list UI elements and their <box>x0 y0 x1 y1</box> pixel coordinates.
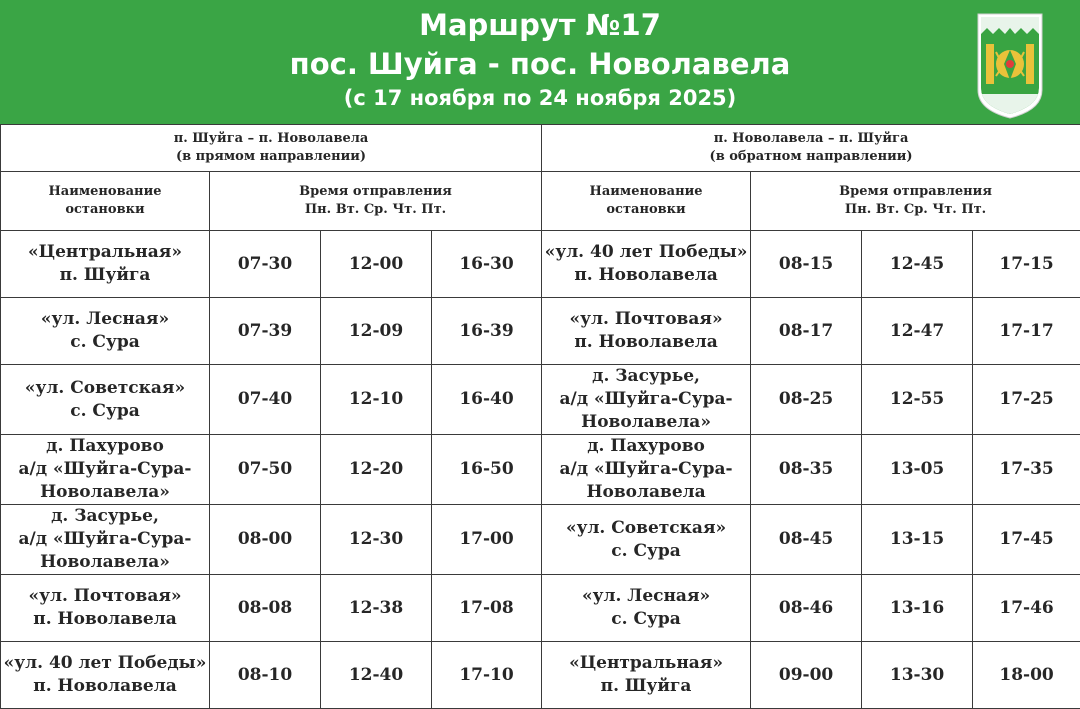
forward-departure-time: 12-00 <box>321 231 432 298</box>
backward-stop-name-line: с. Сура <box>544 540 748 563</box>
forward-departure-time: 17-10 <box>432 642 542 709</box>
forward-departure-time: 12-20 <box>321 435 432 505</box>
forward-stop-name-line: а/д «Шуйга-Сура- <box>3 528 207 551</box>
forward-time-header <box>210 172 542 231</box>
forward-departure-time: 07-30 <box>210 231 321 298</box>
backward-departure-time: 12-47 <box>862 298 973 365</box>
forward-stop-header-line-1: Наименование <box>3 183 207 201</box>
forward-time-header-line-1: Время отправления <box>212 183 539 201</box>
backward-stop-name-line: д. Пахурово <box>544 435 748 458</box>
table-row <box>1 575 1080 642</box>
forward-departure-time: 16-39 <box>432 298 542 365</box>
forward-stop-name-line: д. Засурье, <box>3 505 207 528</box>
table-row <box>1 231 1080 298</box>
backward-stop-header-line-1: Наименование <box>544 183 748 201</box>
backward-time-header <box>751 172 1080 231</box>
forward-departure-time: 16-30 <box>432 231 542 298</box>
backward-stop-name-line: «ул. Лесная» <box>544 585 748 608</box>
backward-departure-time: 09-00 <box>751 642 862 709</box>
backward-stop-cell <box>542 642 751 709</box>
forward-departure-time: 08-08 <box>210 575 321 642</box>
backward-departure-time: 17-45 <box>973 505 1080 575</box>
backward-stop-name-line: «ул. Почтовая» <box>544 308 748 331</box>
forward-stop-name-line: а/д «Шуйга-Сура- <box>3 458 207 481</box>
backward-direction-cell <box>542 125 1080 172</box>
forward-stop-cell <box>1 642 210 709</box>
backward-time-header-line-1: Время отправления <box>753 183 1078 201</box>
backward-stop-name-line: с. Сура <box>544 608 748 631</box>
direction-row <box>1 125 1080 172</box>
route-subtitle: пос. Шуйга - пос. Новолавела <box>0 47 1080 81</box>
backward-departure-time: 13-15 <box>862 505 973 575</box>
forward-stop-cell <box>1 505 210 575</box>
backward-departure-time: 12-45 <box>862 231 973 298</box>
forward-stop-cell <box>1 435 210 505</box>
forward-departure-time: 07-40 <box>210 365 321 435</box>
backward-stop-name-line: Новолавела» <box>544 411 748 434</box>
backward-departure-time: 17-15 <box>973 231 1080 298</box>
backward-departure-time: 08-15 <box>751 231 862 298</box>
backward-stop-header <box>542 172 751 231</box>
backward-stop-name-line: «Центральная» <box>544 652 748 675</box>
backward-stop-name-line: п. Новолавела <box>544 264 748 287</box>
forward-stop-name-line: Новолавела» <box>3 551 207 574</box>
forward-stop-name-line: «ул. 40 лет Победы» <box>3 652 207 675</box>
backward-stop-cell <box>542 575 751 642</box>
forward-departure-time: 07-50 <box>210 435 321 505</box>
forward-stop-name-line: с. Сура <box>3 400 207 423</box>
backward-stop-header-line-2: остановки <box>544 201 748 219</box>
schedule-table <box>0 124 1080 709</box>
backward-departure-time: 12-55 <box>862 365 973 435</box>
route-dates: (с 17 ноября по 24 ноября 2025) <box>0 86 1080 110</box>
backward-departure-time: 08-35 <box>751 435 862 505</box>
forward-stop-name-line: с. Сура <box>3 331 207 354</box>
backward-departure-time: 08-45 <box>751 505 862 575</box>
route-title: Маршрут №17 <box>0 8 1080 42</box>
forward-departure-time: 12-38 <box>321 575 432 642</box>
forward-stop-name-line: «Центральная» <box>3 241 207 264</box>
forward-departure-time: 17-08 <box>432 575 542 642</box>
forward-stop-name-line: п. Новолавела <box>3 608 207 631</box>
backward-stop-cell <box>542 435 751 505</box>
forward-direction-line-2: (в прямом направлении) <box>3 148 539 166</box>
forward-direction-cell <box>1 125 542 172</box>
forward-stop-name-line: «ул. Почтовая» <box>3 585 207 608</box>
forward-stop-cell <box>1 575 210 642</box>
forward-departure-time: 12-40 <box>321 642 432 709</box>
backward-direction-line-2: (в обратном направлении) <box>544 148 1078 166</box>
table-row <box>1 435 1080 505</box>
table-row <box>1 298 1080 365</box>
backward-stop-name-line: «ул. 40 лет Победы» <box>544 241 748 264</box>
forward-departure-time: 16-50 <box>432 435 542 505</box>
backward-stop-cell <box>542 298 751 365</box>
backward-departure-time: 17-46 <box>973 575 1080 642</box>
backward-stop-cell <box>542 365 751 435</box>
forward-departure-time: 17-00 <box>432 505 542 575</box>
backward-stop-name-line: Новолавела <box>544 481 748 504</box>
forward-stop-name-line: д. Пахурово <box>3 435 207 458</box>
backward-direction-line-1: п. Новолавела – п. Шуйга <box>544 130 1078 148</box>
forward-departure-time: 16-40 <box>432 365 542 435</box>
backward-departure-time: 18-00 <box>973 642 1080 709</box>
backward-departure-time: 17-35 <box>973 435 1080 505</box>
backward-stop-name-line: п. Новолавела <box>544 331 748 354</box>
forward-departure-time: 12-09 <box>321 298 432 365</box>
backward-stop-cell <box>542 231 751 298</box>
table-row <box>1 642 1080 709</box>
backward-departure-time: 08-17 <box>751 298 862 365</box>
column-header-row <box>1 172 1080 231</box>
forward-departure-time: 12-10 <box>321 365 432 435</box>
forward-stop-cell <box>1 231 210 298</box>
forward-stop-cell <box>1 365 210 435</box>
backward-departure-time: 08-46 <box>751 575 862 642</box>
backward-departure-time: 17-25 <box>973 365 1080 435</box>
forward-departure-time: 12-30 <box>321 505 432 575</box>
backward-stop-name-line: а/д «Шуйга-Сура- <box>544 388 748 411</box>
forward-departure-time: 08-10 <box>210 642 321 709</box>
backward-departure-time: 08-25 <box>751 365 862 435</box>
coat-of-arms-icon <box>976 12 1044 120</box>
table-row <box>1 505 1080 575</box>
forward-stop-name-line: п. Шуйга <box>3 264 207 287</box>
backward-stop-name-line: д. Засурье, <box>544 365 748 388</box>
forward-stop-header-line-2: остановки <box>3 201 207 219</box>
backward-stop-cell <box>542 505 751 575</box>
backward-departure-time: 13-05 <box>862 435 973 505</box>
backward-departure-time: 13-30 <box>862 642 973 709</box>
forward-time-header-line-2: Пн. Вт. Ср. Чт. Пт. <box>212 201 539 219</box>
backward-time-header-line-2: Пн. Вт. Ср. Чт. Пт. <box>753 201 1078 219</box>
backward-departure-time: 17-17 <box>973 298 1080 365</box>
table-row <box>1 365 1080 435</box>
backward-stop-name-line: п. Шуйга <box>544 675 748 698</box>
backward-stop-name-line: «ул. Советская» <box>544 517 748 540</box>
title-banner <box>0 0 1080 124</box>
forward-stop-cell <box>1 298 210 365</box>
forward-direction-line-1: п. Шуйга – п. Новолавела <box>3 130 539 148</box>
backward-departure-time: 13-16 <box>862 575 973 642</box>
forward-stop-name-line: Новолавела» <box>3 481 207 504</box>
forward-departure-time: 08-00 <box>210 505 321 575</box>
forward-stop-header <box>1 172 210 231</box>
backward-stop-name-line: а/д «Шуйга-Сура- <box>544 458 748 481</box>
forward-stop-name-line: п. Новолавела <box>3 675 207 698</box>
forward-stop-name-line: «ул. Лесная» <box>3 308 207 331</box>
forward-stop-name-line: «ул. Советская» <box>3 377 207 400</box>
forward-departure-time: 07-39 <box>210 298 321 365</box>
